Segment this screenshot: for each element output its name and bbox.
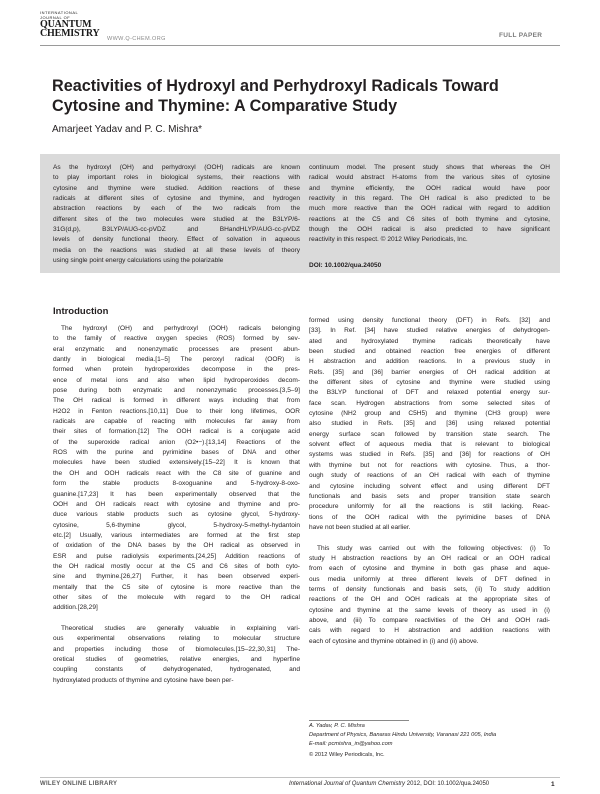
body-right-line: ous media uniformly at three different levels of DFT defined in	[309, 575, 550, 583]
body-left-line: pose during both enzymatic and nonenzymatic processes.[3,5–9]	[53, 387, 300, 395]
abstract-right-line: reactions at the C5 and C6 sites of both thymine and cytosine,	[309, 215, 550, 223]
abstract-left-line: cytosine and thymine were studied. Addition reactions of these	[53, 184, 300, 192]
body-left-line: form the stable products 8-oxoguanine and 5-hydroxy-8-oxo-	[53, 480, 300, 488]
abstract-right-line: continuum model. The present study shows that whereas the OH	[309, 164, 550, 171]
body-right-line: also studied in Refs. [35] and [36] using relaxed potential	[309, 420, 550, 428]
body-left-line: coupling constants of dehydrogenated, hydrogenated, and	[53, 666, 300, 674]
abstract-left-line: to play important roles in biological systems, their reactions with	[53, 174, 300, 182]
body-left-line: duce various stable products such as cytosine glycol, 5-hydroxy-	[53, 511, 300, 519]
body-left-line: formed when protein hydroperoxides decompose in the pres-	[53, 366, 300, 374]
body-right-line: been studied and obtained reaction free energies of different	[309, 348, 550, 356]
body-right-line: formed using density functional theory (DFT) in Refs. [32] and	[309, 317, 550, 324]
body-right-column	[309, 316, 550, 647]
abstract-left-column	[53, 163, 300, 266]
body-right-line: Refs. [35] and [36] barrier energies of OH radical addition at	[309, 368, 550, 376]
abstract-left-line: As the hydroxyl (OH) and perhydroxyl (OOH) radicals are known	[53, 164, 300, 171]
body-left-line: and properties including those of biomolecules.[15–22,30,31] The-	[53, 645, 300, 653]
body-right-line: functionals and basis sets and proper transition state search	[309, 492, 550, 500]
body-left-line: OOH and OH radicals react with cytosine and thymine and pro-	[53, 500, 300, 508]
body-right-line: This study was carried out with the following objectives: (i) To	[317, 544, 550, 552]
logo-line-3: CHEMISTRY	[40, 28, 100, 39]
body-right-line: each of cytosine and thymine obtained in (i) and (ii) above.	[309, 637, 479, 645]
abstract-right-line: reactivity in this regard. The OH radical is also predicted to be	[309, 194, 550, 202]
footnote-authors: A. Yadav, P. C. Mishra	[309, 723, 365, 729]
body-left-line: dantly in biological media.[1–5] The peroxyl radical (OOR) is	[53, 356, 300, 364]
body-right-line: H abstraction and addition reactions. In a previous study in	[309, 358, 550, 366]
body-right-line: cytosine (NH2 group and C5H5) and thymine (CH3 group) were	[309, 410, 550, 418]
body-left-line: the OH and OOH radicals react with the C8 site of guanine and	[53, 469, 300, 477]
abstract-left-line: levels of density functional theory. Effect of solvation in aqueous	[53, 236, 300, 244]
abstract-right-line: though the OOH radical is also predicted to have significant	[309, 225, 550, 233]
body-right-line: face scan. Hydrogen abstractions from some selected sites of	[309, 399, 550, 407]
introduction-heading: Introduction	[53, 306, 109, 317]
abstract-doi[interactable]: DOI: 10.1002/qua.24050	[309, 262, 382, 269]
body-right-line: the B3LYP functional of DFT and relaxed potential energy sur-	[309, 389, 550, 397]
body-left-line: sine and thymine.[26,27] Further, it has been observed experi-	[53, 573, 300, 581]
body-left-line: the OH radical mostly occur at the C5 and C6 sites of both cyto-	[53, 562, 300, 570]
body-left-line: radicals are capable of reacting with molecules far away from	[53, 418, 300, 426]
abstract-left-line: media on the reactions was studied at all these levels of theory	[53, 246, 300, 254]
body-right-line: have not been studied at all earlier.	[309, 523, 411, 531]
body-right-line: study H abstraction reactions by an OH radical or an OOH radical	[309, 554, 550, 562]
body-left-line: etc.[2] Usually, various intermediates are formed at the first step	[53, 531, 300, 539]
body-right-line: reactions of the OH and OOH radicals at the appropriate sites of	[309, 596, 550, 604]
body-left-line: of the superoxide radical anion (O2•−).[13,14] Reactions of the	[53, 438, 300, 446]
abstract-left-line: 31G(d,p), B3LYP/AUG-cc-pVDZ and BHandHLYP/AUG-cc-pVDZ	[53, 225, 300, 233]
body-right-line: ough study of reactions of an OH radical with each of thymine	[309, 472, 550, 480]
body-left-line: other sites of the molecule with regard to the OH radical	[53, 593, 300, 601]
body-right-line: cals with regard to H abstraction and addition reactions with	[309, 627, 550, 635]
body-left-line: ous experimental observations relating to molecular structure	[53, 635, 300, 643]
wiley-online-library-logo[interactable]: WILEY ONLINE LIBRARY	[40, 781, 118, 787]
body-right-line: above, and (iii) To compare reactivities of the OH and OOH radi-	[309, 616, 550, 624]
footer-journal-details: 2012, DOI: 10.1002/qua.24050	[406, 781, 490, 787]
body-left-line: mentally that the C5 site of cytosine is more reactive than the	[53, 583, 300, 591]
body-left-line: to the family of reactive oxygen species (ROS) formed by sev-	[53, 335, 300, 343]
body-left-column	[53, 324, 300, 686]
body-left-line: oretical studies of geometries, relative energies, and hyperfine	[53, 656, 300, 663]
logo-line-1: INTERNATIONAL JOURNAL OF	[40, 10, 79, 20]
abstract-left-line: abstraction reactions by each of the two radicals from the	[53, 205, 300, 213]
body-left-line: ence of metal ions and also when lipid hydroperoxides decom-	[53, 376, 300, 384]
abstract-right-column	[309, 163, 550, 246]
page-number: 1	[551, 781, 555, 788]
body-left-line: The OH radical is formed in different ways including that from	[53, 397, 300, 405]
body-left-line: ESR and pulse radiolysis experiments.[24,25] Addition reactions of	[53, 552, 300, 560]
body-right-line: [33]. In Ref. [34] have studied relative energies of dehydrogen-	[309, 327, 550, 335]
body-left-line: hydroxylated products of thymine and cytosine have been per-	[53, 676, 234, 684]
footnote-affiliation: Department of Physics, Banaras Hindu University, Varanasi 221 005, India	[309, 732, 497, 738]
abstract-right-line: reactivity in this respect. © 2012 Wiley Periodicals, Inc.	[309, 236, 468, 244]
body-right-line: from each of cytosine and thymine in both gas phase and aque-	[309, 565, 550, 573]
article-authors: Amarjeet Yadav and P. C. Mishra*	[52, 124, 203, 135]
footer-citation	[289, 781, 489, 787]
body-left-line: of oxidation of the DNA bases by the OH radical as observed in	[53, 542, 300, 550]
journal-website-link[interactable]: WWW.Q-CHEM.ORG	[107, 36, 166, 42]
body-left-line: The hydroxyl (OH) and perhydroxyl (OOH) radicals belonging	[61, 325, 300, 332]
body-right-line: and cytosine including solvent effect and using different DFT	[309, 482, 550, 490]
footnote-copyright: © 2012 Wiley Periodicals, Inc.	[309, 752, 385, 758]
article-type-badge: FULL PAPER	[499, 32, 543, 39]
abstract-left-line: different sites of the two molecules were studied at the B3LYP/6-	[53, 215, 300, 223]
body-right-line: with thymine but not for reactions with cytosine. Thus, a thor-	[309, 461, 550, 469]
body-left-line: their sites of formation.[12] The OOH radical is a conjugate acid	[53, 428, 300, 436]
body-left-line: addition.[28,29]	[53, 604, 98, 612]
body-right-line: terms of density functionals and basis sets, (ii) To study addition	[309, 585, 550, 593]
footnote-divider	[309, 720, 409, 721]
body-left-line: Theoretical studies are generally valuable in explaining vari-	[61, 624, 300, 632]
header-divider	[40, 45, 560, 46]
article-title: Reactivities of Hydroxyl and Perhydroxyl Radicals Toward Cytosine and Thymine: A Comparative Study	[52, 77, 499, 115]
abstract-right-line: radical would abstract H-atoms from the various sites of cytosine	[309, 174, 550, 182]
footnote-email[interactable]: E-mail: pcmishra_in@yahoo.com	[309, 741, 393, 747]
body-left-line: ROS with the purine and pyrimidine bases of DNA and other	[53, 449, 300, 457]
footer-journal-name: International Journal of Quantum Chemistry	[289, 781, 406, 787]
body-right-line: procedure uniformly for all the reactions is still lacking. Reac-	[309, 503, 550, 511]
body-right-line	[309, 533, 550, 543]
body-right-line: tions of the OOH radical with the pyrimidine bases of DNA	[309, 513, 550, 521]
footer-divider	[40, 777, 560, 778]
body-right-line: energy surface scan followed by transition state search. The	[309, 430, 550, 438]
body-right-line: the different sites of cytosine and thymine were studied using	[309, 379, 550, 387]
body-left-line: cytosine, 5,6-thymine glycol, 5-hydroxy-5-methyl-hydantoin	[53, 521, 300, 529]
body-left-line: guanine.[17,23] It has been experimentally observed that the	[53, 490, 300, 498]
abstract-right-line: much more reactive than the OOH radical with regard to addition	[309, 205, 550, 213]
body-left-line: H2O2 in Fenton reactions.[10,11] Due to their long lifetimes, OOR	[53, 407, 300, 415]
body-left-line: molecules have been studied extensively.[15–22] It is known that	[53, 459, 300, 467]
body-left-line	[53, 614, 300, 624]
body-left-line: eral enzymatic and nonenzymatic processes are present abun-	[53, 345, 300, 353]
body-right-line: solvent effect of aqueous media that is relevant to biological	[309, 441, 550, 449]
body-right-line: ated and hydroxylated thymine radicals theoretically have	[309, 337, 550, 345]
logo-line-2: QUANTUM	[40, 19, 92, 30]
abstract-right-line: and thymine efficiently, the OOH radical would have poor	[309, 184, 550, 192]
abstract-left-line: radicals at different sites of cytosine and thymine, and hydrogen	[53, 194, 300, 202]
body-right-line: cytosine and thymine at the same levels of theory as used in (i)	[309, 606, 550, 614]
journal-logo	[40, 10, 100, 38]
body-right-line: systems was studied in Refs. [35] and [36] for reactions of OH	[309, 451, 550, 459]
abstract-left-line: using single point energy calculations using the polarizable	[53, 256, 224, 264]
